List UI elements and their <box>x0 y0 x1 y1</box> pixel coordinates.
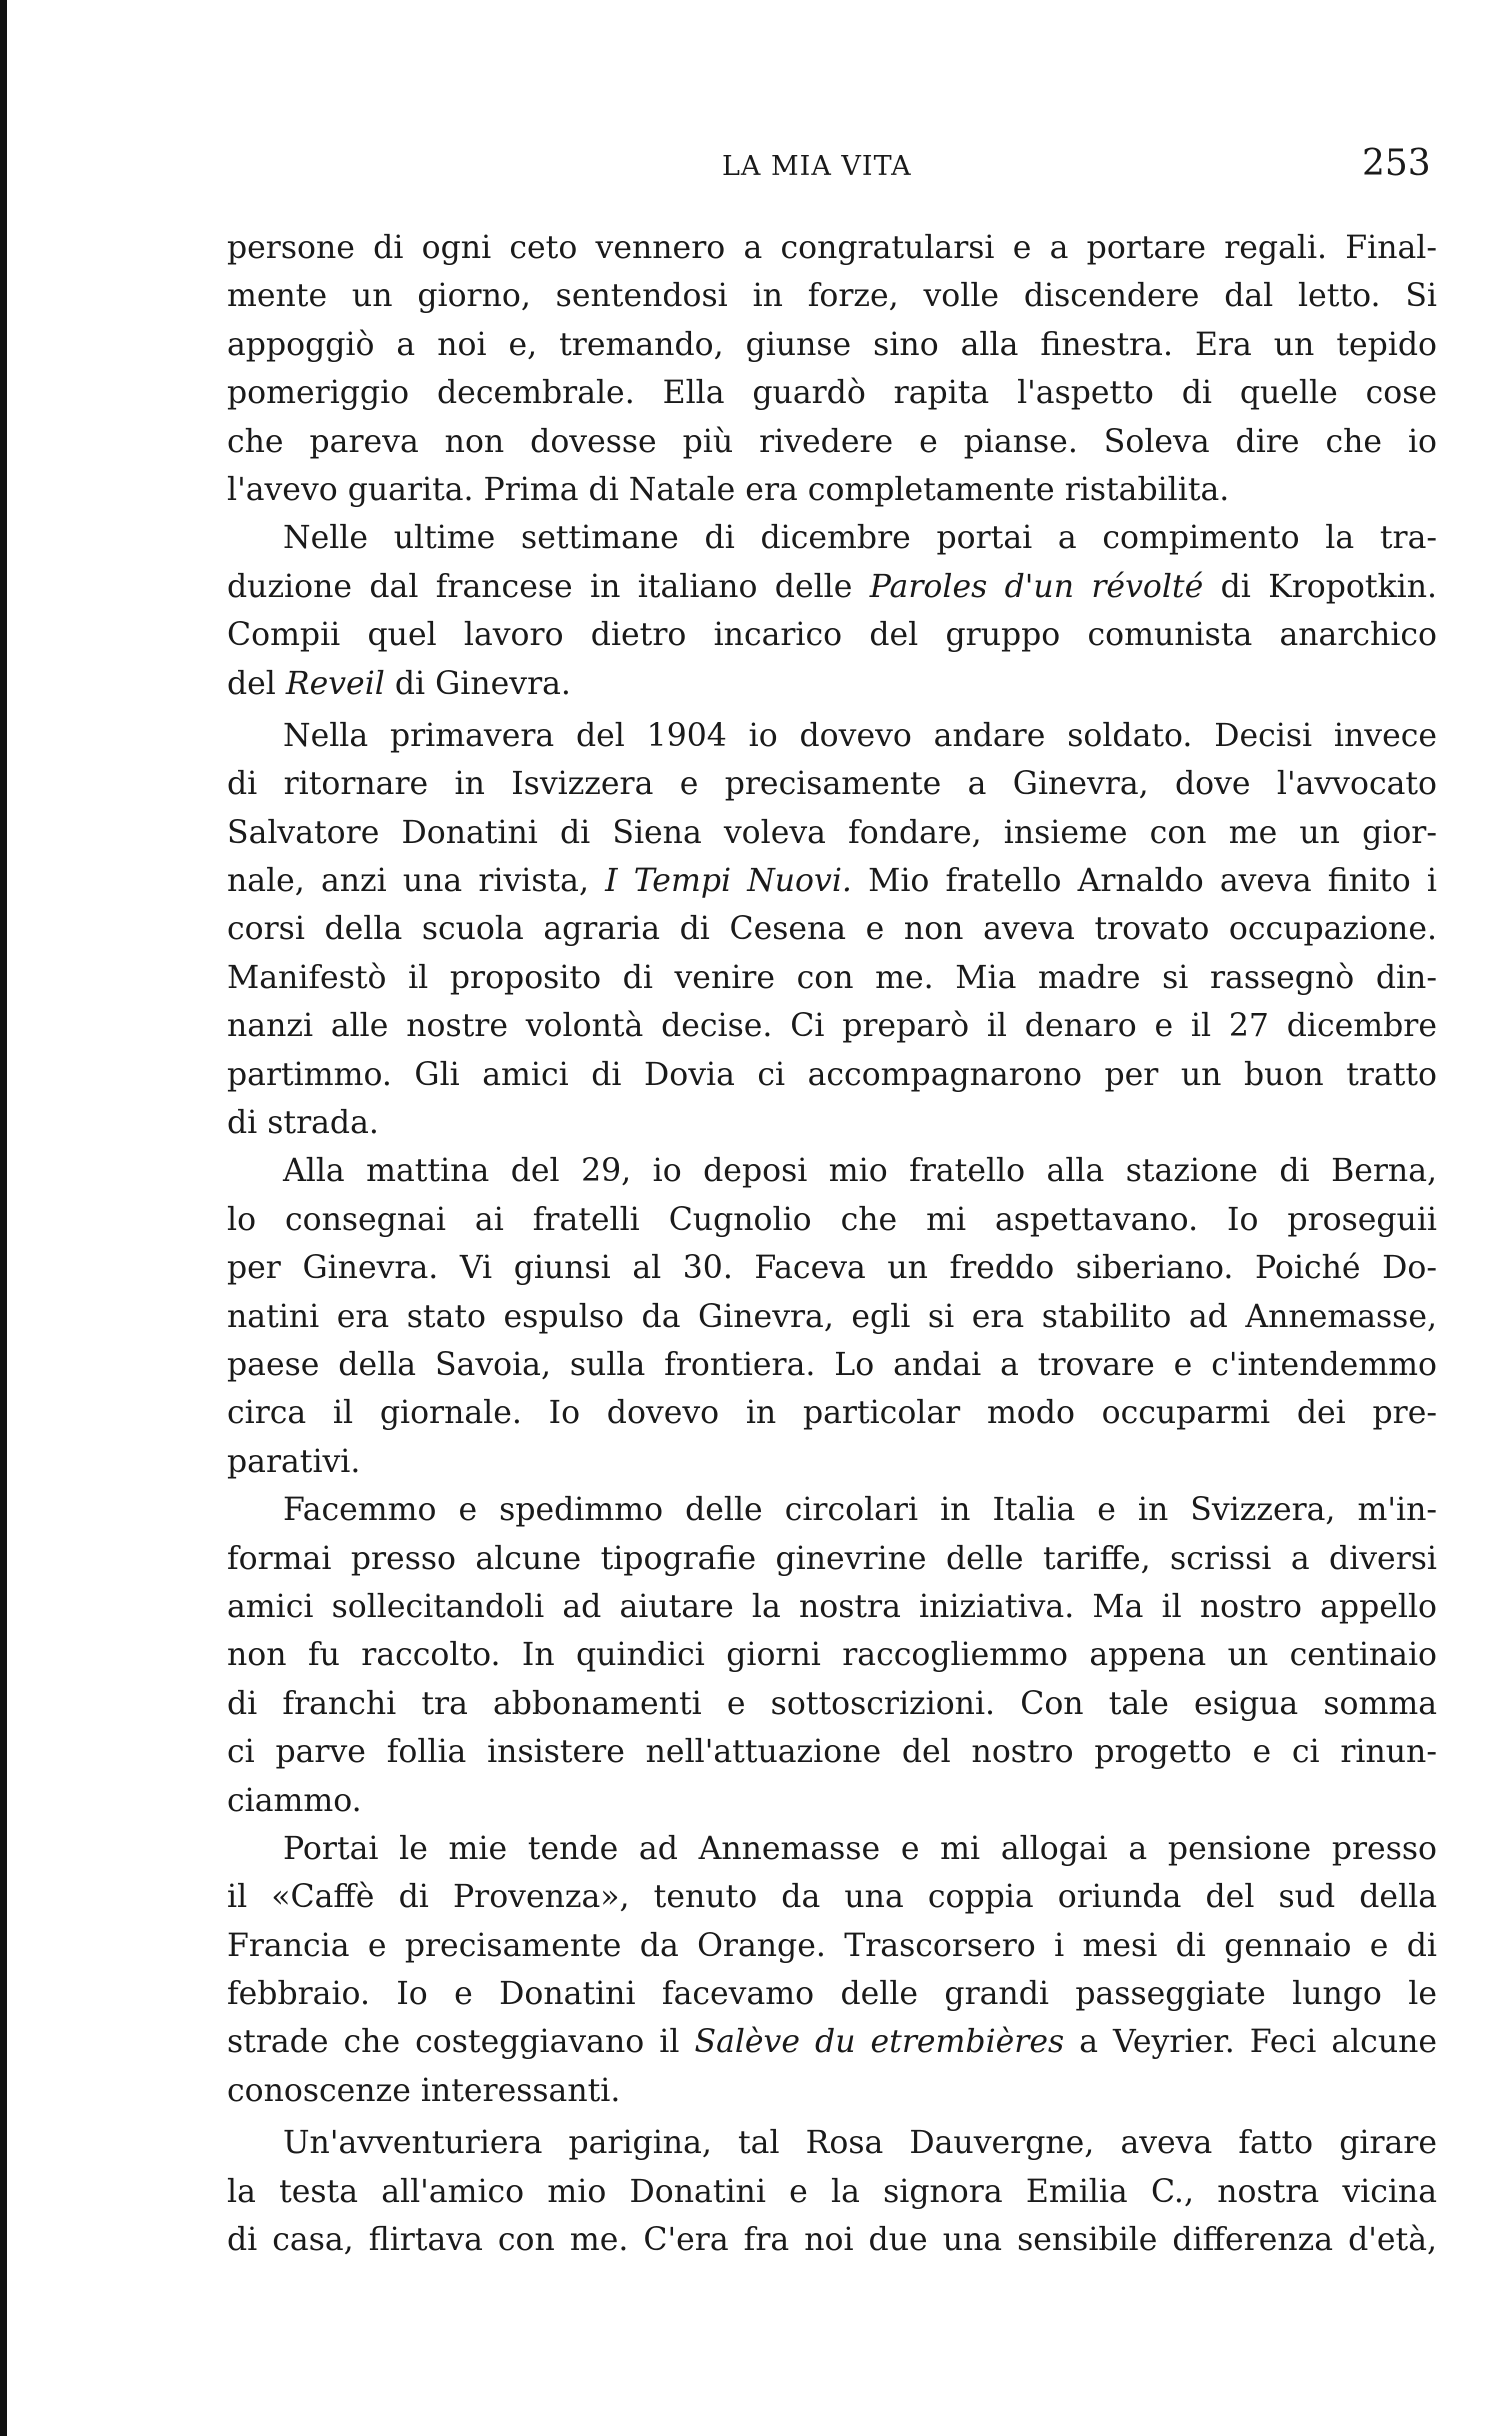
text-line: Facemmo e spedimmo delle circolari in Italia e in Svizzera, m'in- <box>283 1492 1437 1529</box>
text-line: per Ginevra. Vi giunsi al 30. Faceva un freddo siberiano. Poiché Do- <box>227 1250 1437 1287</box>
text-run: di Kropotkin. <box>1220 568 1438 605</box>
text-line: pomeriggio decembrale. Ella guardò rapita l'aspetto di quelle cose <box>227 375 1437 412</box>
text-line: parativi. <box>227 1443 361 1480</box>
text-line: Portai le mie tende ad Annemasse e mi allogai a pensione presso <box>283 1830 1437 1867</box>
text-line: formai presso alcune tipografie ginevrine delle tariffe, scrissi a diversi <box>227 1540 1437 1577</box>
text-line: lo consegnai ai fratelli Cugnolio che mi aspettavano. Io proseguii <box>227 1201 1437 1238</box>
text-line: Alla mattina del 29, io deposi mio fratello alla stazione di Berna, <box>283 1153 1437 1190</box>
text-line <box>227 660 1437 708</box>
text-line <box>227 857 1437 905</box>
text-line: il «Caffè di Provenza», tenuto da una coppia oriunda del sud della <box>227 1879 1437 1916</box>
text-line: Nella primavera del 1904 io dovevo andare soldato. Decisi invece <box>283 717 1437 754</box>
page-header <box>0 143 1507 191</box>
text-line: mente un giorno, sentendosi in forze, volle discendere dal letto. Si <box>227 278 1437 315</box>
italic-title: Paroles d'un révolté <box>869 568 1204 605</box>
body-text <box>227 224 1437 2264</box>
text-run: duzione dal francese in italiano delle <box>227 568 853 605</box>
text-run: di Ginevra. <box>394 665 571 702</box>
text-line: amici sollecitandoli ad aiutare la nostra iniziativa. Ma il nostro appello <box>227 1588 1437 1625</box>
text-run: Mio fratello Arnaldo aveva finito i <box>868 863 1438 900</box>
italic-title: Reveil <box>285 665 385 702</box>
italic-place: Salève du etrembières <box>694 2024 1065 2061</box>
text-line: corsi della scuola agraria di Cesena e non aveva trovato occupazione. <box>227 911 1437 948</box>
running-head: LA MIA VITA <box>722 151 912 182</box>
text-line: di ritornare in Isvizzera e precisamente a Ginevra, dove l'avvocato <box>227 766 1437 803</box>
text-line <box>227 563 1437 611</box>
text-line: di franchi tra abbonamenti e sottoscrizioni. Con tale esigua somma <box>227 1685 1437 1722</box>
text-line: ci parve follia insistere nell'attuazione del nostro progetto e ci rinun- <box>227 1734 1437 1771</box>
text-line: circa il giornale. Io dovevo in particolar modo occuparmi dei pre- <box>227 1395 1437 1432</box>
text-line: appoggiò a noi e, tremando, giunse sino alla finestra. Era un tepido <box>227 326 1437 363</box>
text-line: che pareva non dovesse più rivedere e pianse. Soleva dire che io <box>227 423 1437 460</box>
text-line: Nelle ultime settimane di dicembre portai a compimento la tra- <box>283 520 1437 557</box>
text-run: del <box>227 665 276 702</box>
text-line: la testa all'amico mio Donatini e la signora Emilia C., nostra vicina <box>227 2173 1437 2210</box>
text-run: a Veyrier. Feci alcune <box>1079 2024 1438 2061</box>
text-line: natini era stato espulso da Ginevra, egli si era stabilito ad Annemasse, <box>227 1298 1437 1335</box>
text-line: ciammo. <box>227 1782 362 1819</box>
text-line: non fu raccolto. In quindici giorni raccogliemmo appena un centinaio <box>227 1637 1437 1674</box>
scan-edge <box>0 0 7 2436</box>
italic-title: I Tempi Nuovi. <box>605 863 852 900</box>
text-line <box>227 2018 1437 2066</box>
text-line: persone di ogni ceto vennero a congratularsi e a portare regali. Final- <box>227 230 1437 266</box>
text-line: di strada. <box>227 1105 379 1142</box>
text-run: strade che costeggiavano il <box>227 2024 680 2061</box>
text-line: paese della Savoia, sulla frontiera. Lo andai a trovare e c'intendemmo <box>227 1346 1437 1383</box>
text-line: febbraio. Io e Donatini facevamo delle grandi passeggiate lungo le <box>227 1976 1437 2013</box>
text-line: Francia e precisamente da Orange. Trascorsero i mesi di gennaio e di <box>227 1927 1437 1964</box>
text-line: Manifestò il proposito di venire con me. Mia madre si rassegnò din- <box>227 959 1437 996</box>
text-line: Compii quel lavoro dietro incarico del gruppo comunista anarchico <box>227 617 1437 654</box>
text-line: nanzi alle nostre volontà decise. Ci preparò il denaro e il 27 dicembre <box>227 1008 1437 1045</box>
text-line: Salvatore Donatini di Siena voleva fondare, insieme con me un gior- <box>227 814 1437 851</box>
text-line: l'avevo guarita. Prima di Natale era completamente ristabilita. <box>227 471 1230 508</box>
page-number: 253 <box>1362 143 1431 184</box>
text-line: conoscenze interessanti. <box>227 2072 621 2109</box>
text-line: di casa, flirtava con me. C'era fra noi due una sensibile differenza d'età, <box>227 2222 1437 2259</box>
text-run: nale, anzi una rivista, <box>227 863 589 900</box>
text-line: partimmo. Gli amici di Dovia ci accompagnarono per un buon tratto <box>227 1056 1437 1093</box>
text-line: Un'avventuriera parigina, tal Rosa Dauvergne, aveva fatto girare <box>283 2125 1437 2162</box>
